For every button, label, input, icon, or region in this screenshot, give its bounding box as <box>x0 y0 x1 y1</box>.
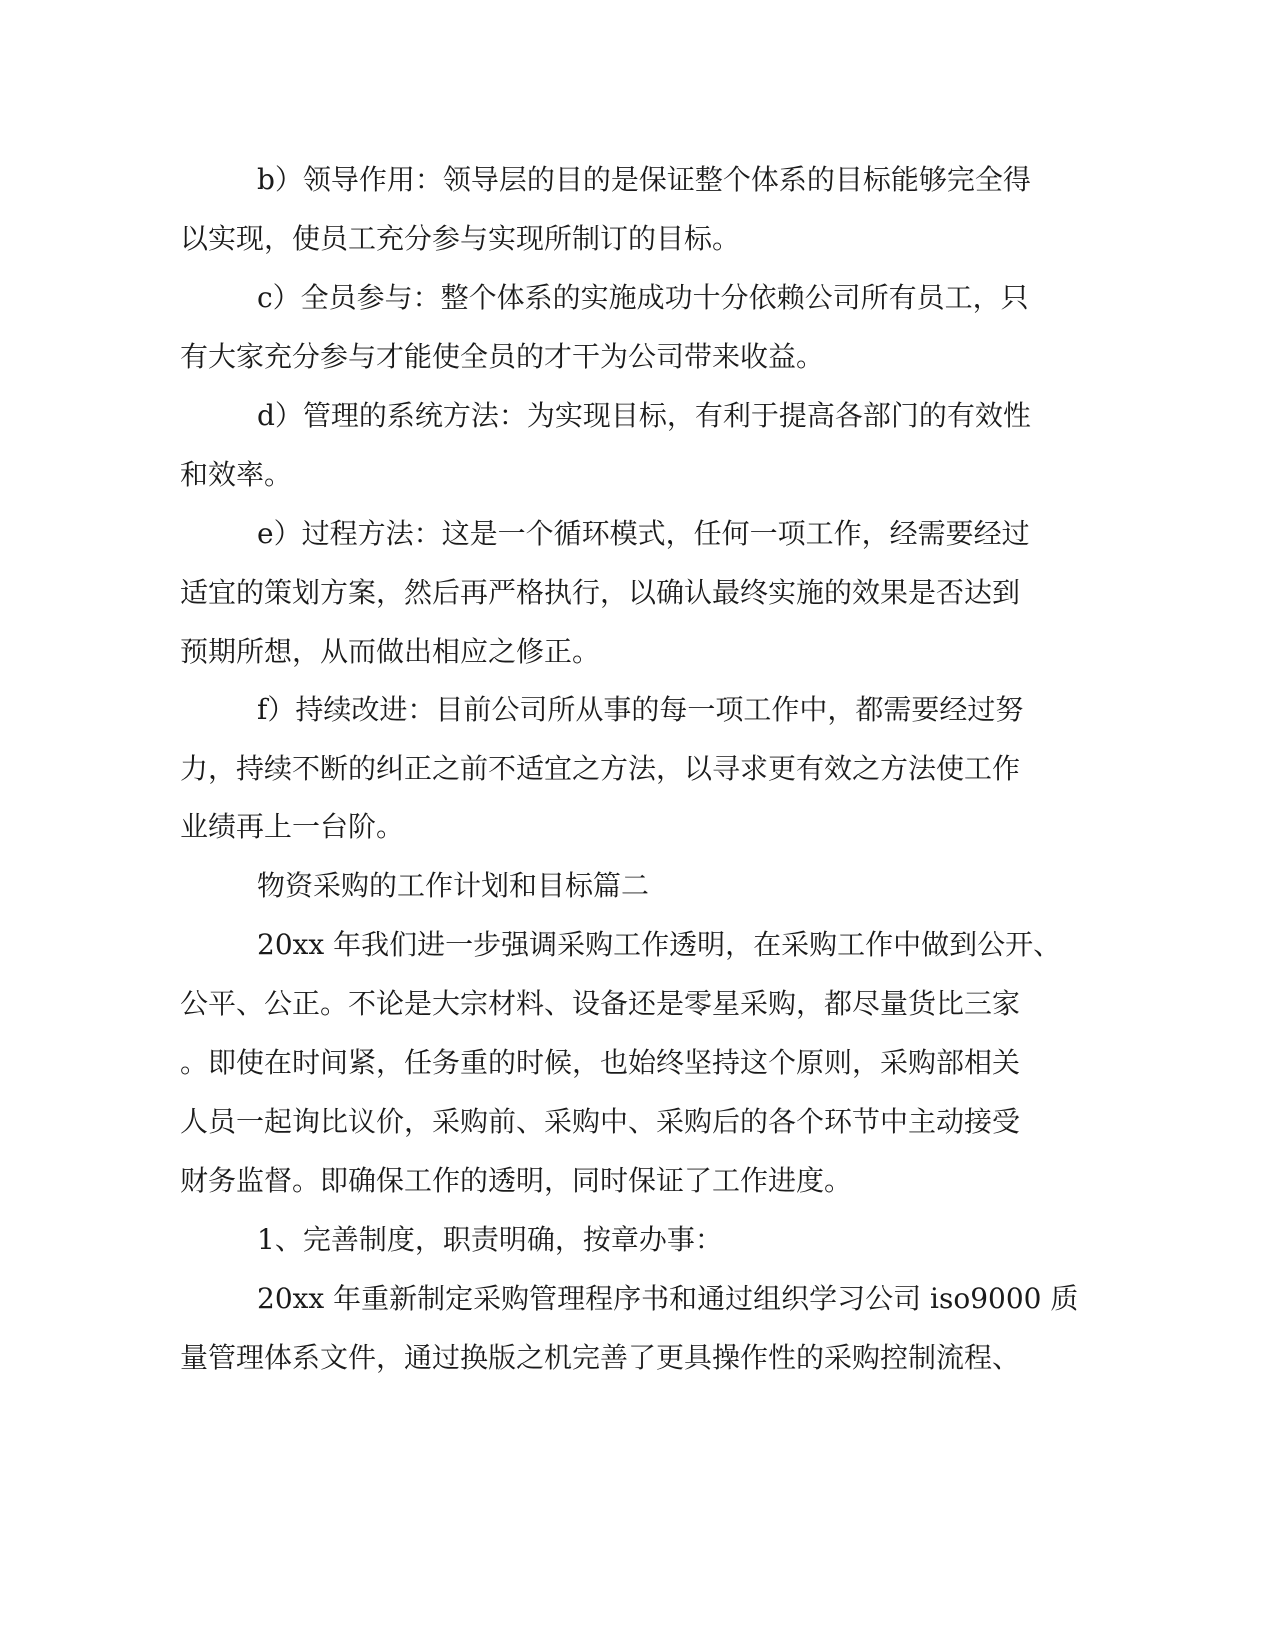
numbered-heading-1: 1、完善制度，职责明确，按章办事： <box>257 1223 723 1256</box>
paragraph-b-line-2: 以实现，使员工充分参与实现所制订的目标。 <box>180 222 741 255</box>
paragraph-c-line-2: 有大家充分参与才能使全员的才干为公司带来收益。 <box>180 340 825 373</box>
paragraph-2-line-4: 人员一起询比议价，采购前、采购中、采购后的各个环节中主动接受 <box>180 1105 1021 1138</box>
paragraph-3-line-1: 20xx 年重新制定采购管理程序书和通过组织学习公司 iso9000 质 <box>257 1282 1079 1315</box>
paragraph-2-line-1: 20xx 年我们进一步强调采购工作透明，在采购工作中做到公开、 <box>257 928 1062 961</box>
paragraph-e-line-1: e）过程方法：这是一个循环模式，任何一项工作，经需要经过 <box>257 517 1030 550</box>
paragraph-2-line-5: 财务监督。即确保工作的透明，同时保证了工作进度。 <box>180 1164 853 1197</box>
paragraph-3-line-2: 量管理体系文件，通过换版之机完善了更具操作性的采购控制流程、 <box>180 1341 1021 1374</box>
paragraph-b-line-1: b）领导作用：领导层的目的是保证整个体系的目标能够完全得 <box>257 163 1031 196</box>
paragraph-f-line-3: 业绩再上一台阶。 <box>180 810 405 843</box>
paragraph-f-line-1: f）持续改进：目前公司所从事的每一项工作中，都需要经过努 <box>257 693 1024 726</box>
paragraph-e-line-2: 适宜的策划方案，然后再严格执行，以确认最终实施的效果是否达到 <box>180 576 1021 609</box>
paragraph-f-line-2: 力，持续不断的纠正之前不适宜之方法，以寻求更有效之方法使工作 <box>180 752 1021 785</box>
paragraph-e-line-3: 预期所想，从而做出相应之修正。 <box>180 635 601 668</box>
paragraph-c-line-1: c）全员参与：整个体系的实施成功十分依赖公司所有员工，只 <box>257 281 1029 314</box>
paragraph-d-line-1: d）管理的系统方法：为实现目标，有利于提高各部门的有效性 <box>257 399 1031 432</box>
section-heading: 物资采购的工作计划和目标篇二 <box>257 869 650 902</box>
paragraph-2-line-3: 。即使在时间紧，任务重的时候，也始终坚持这个原则，采购部相关 <box>180 1046 1021 1079</box>
paragraph-2-line-2: 公平、公正。不论是大宗材料、设备还是零星采购，都尽量货比三家 <box>180 987 1021 1020</box>
paragraph-d-line-2: 和效率。 <box>180 458 293 491</box>
